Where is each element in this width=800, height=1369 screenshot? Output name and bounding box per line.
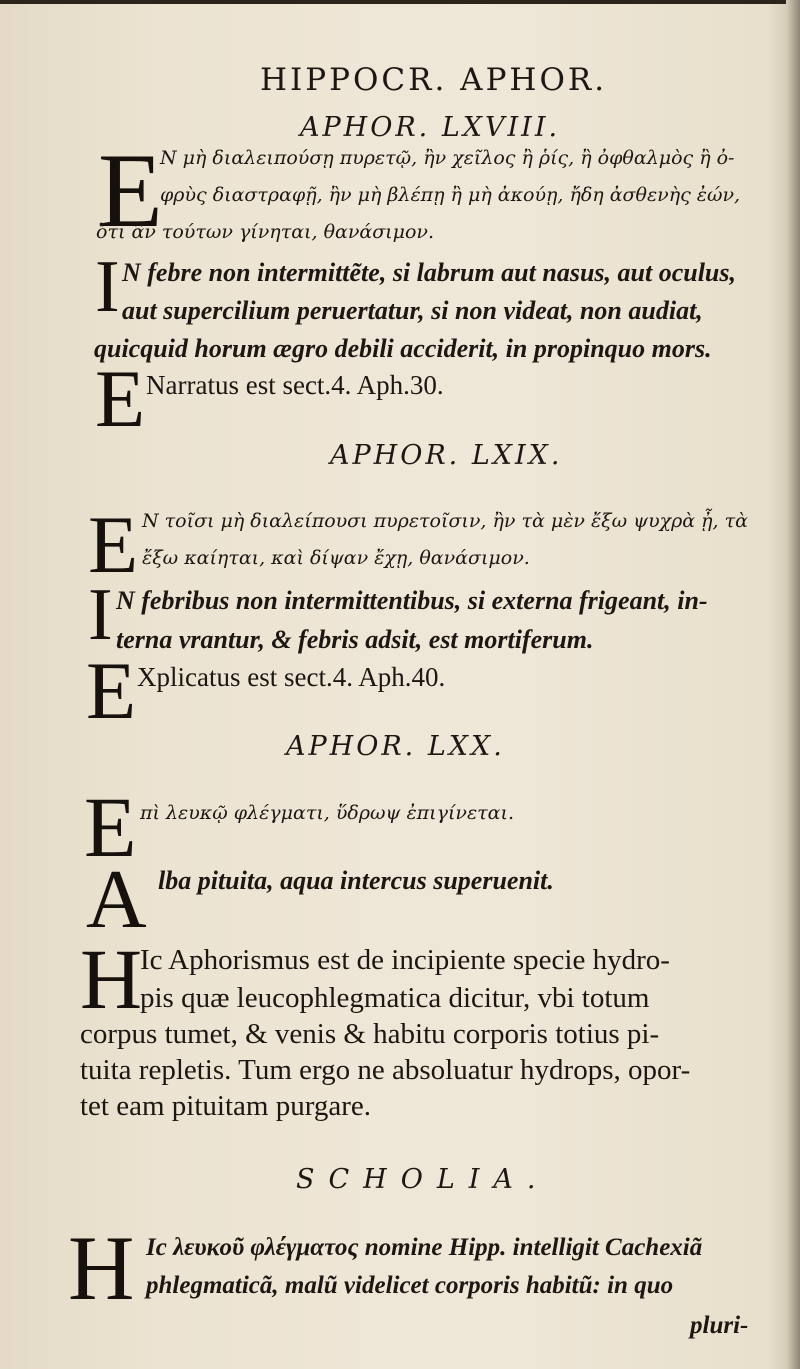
aphorism-70-heading: APHOR. LXX. [286, 731, 505, 762]
page-edge-shadow [786, 0, 800, 1369]
aphorism-70-greek-line: πὶ λευκῷ φλέγματι, ὕδρωψ ἐπιγίνεται. [140, 802, 514, 824]
aphorism-70-comment-line: corpus tumet, & venis & habitu corporis totius pi- [80, 1018, 660, 1050]
catchword: pluri- [690, 1312, 749, 1339]
aphorism-69-note: Xplicatus est sect.4. Aph.40. [137, 662, 446, 692]
aphorism-68-latin-initial: I [95, 246, 120, 328]
scholia-line: Ic λευκοῦ φλέγματος nomine Hipp. intelligit Cachexiã [146, 1234, 703, 1261]
aphorism-68-greek-line: φρὺς διαστραφῇ, ἢν μὴ βλέπῃ ἢ μὴ ἀκούῃ, ἤδη ἀσθενὴς ἐών, [160, 184, 741, 206]
scholia-heading: SCHOLIA. [296, 1164, 550, 1195]
aphorism-69-latin-initial: I [88, 574, 113, 656]
running-head: HIPPOCR. APHOR. [260, 62, 608, 98]
aphorism-68-latin-line: N febre non intermittẽte, si labrum aut nasus, aut oculus, [122, 258, 737, 287]
aphorism-69-greek-initial: E [88, 499, 139, 590]
scholia-line: phlegmaticã, malũ videlicet corporis habitũ: in quo [146, 1272, 674, 1299]
aphorism-68-latin-line: aut supercilium peruertatur, si non videat, non audiat, [122, 296, 703, 325]
aphorism-70-comment-line: Ic Aphorismus est de incipiente specie hydro- [140, 944, 670, 976]
aphorism-68-greek-line: N μὴ διαλειπούσῃ πυρετῷ, ἢν χεῖλος ἢ ῥίς, ἢ ὀφθαλμὸς ἢ ὀ- [160, 147, 735, 169]
scholia-initial: H [68, 1217, 135, 1319]
aphorism-69-latin-line: N febribus non intermittentibus, si externa frigeant, in- [116, 586, 708, 615]
aphorism-68-note: Narratus est sect.4. Aph.30. [146, 370, 444, 400]
aphorism-69-greek-line: ἔξω καίηται, καὶ δίψαν ἔχῃ, θανάσιμον. [142, 547, 530, 569]
aphorism-70-comment-initial: H [80, 931, 143, 1027]
page-top-border [0, 0, 800, 4]
aphorism-68-greek-line: ὅτι ἂν τούτων γίνηται, θανάσιμον. [96, 221, 435, 243]
aphorism-69-latin-line: terna vrantur, & febris adsit, est mortiferum. [116, 625, 594, 654]
aphorism-70-comment-line: pis quæ leucophlegmatica dicitur, vbi totum [140, 982, 650, 1014]
aphorism-68-latin-line: quicquid horum ægro debili acciderit, in propinquo mors. [94, 334, 712, 363]
aphorism-70-comment-line: tet eam pituitam purgare. [80, 1090, 371, 1122]
aphorism-68-heading: APHOR. LXVIII. [300, 112, 561, 143]
aphorism-70-latin-line: lba pituita, aqua intercus superuenit. [158, 866, 554, 895]
aphorism-70-greek-initial: E [84, 779, 137, 875]
aphorism-68-note-initial: E [95, 353, 146, 444]
aphorism-68-greek-initial: E [98, 132, 163, 249]
aphorism-70-latin-initial: A [86, 853, 147, 946]
aphorism-69-note-initial: E [86, 645, 137, 736]
aphorism-69-heading: APHOR. LXIX. [330, 440, 563, 471]
aphorism-70-comment-line: tuita repletis. Tum ergo ne absoluatur hydrops, opor- [80, 1054, 691, 1086]
aphorism-69-greek-line: N τοῖσι μὴ διαλείπουσι πυρετοῖσιν, ἢν τὰ μὲν ἔξω ψυχρὰ ᾖ, τὰ [142, 510, 748, 532]
